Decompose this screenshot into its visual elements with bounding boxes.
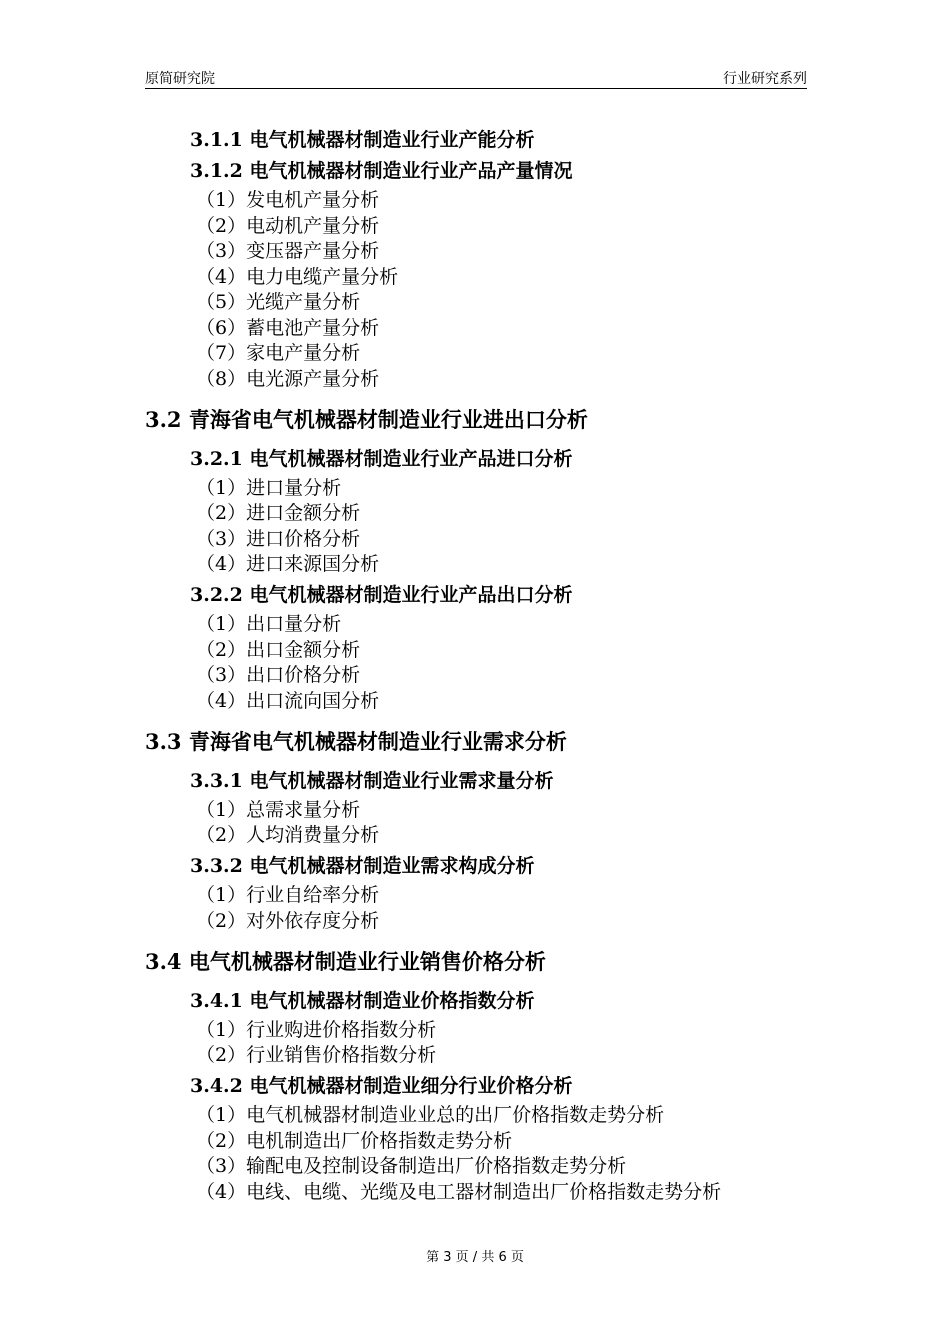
header-series-name: 行业研究系列 bbox=[723, 71, 807, 87]
page-header bbox=[145, 66, 807, 89]
toc-subsection-heading: 3.1.2 电气机械器材制造业行业产品产量情况 bbox=[190, 160, 573, 182]
page-number: 第 3 页 / 共 6 页 bbox=[426, 1250, 524, 1265]
toc-item: （1）行业购进价格指数分析 bbox=[196, 1018, 437, 1041]
toc-item: （4）电力电缆产量分析 bbox=[196, 265, 399, 288]
toc-item: （2）对外依存度分析 bbox=[196, 909, 380, 932]
toc-section-heading: 3.4 电气机械器材制造业行业销售价格分析 bbox=[145, 948, 546, 974]
toc-item: （2）人均消费量分析 bbox=[196, 824, 380, 846]
toc-item: （2）出口金额分析 bbox=[196, 638, 361, 661]
toc-subsection-heading: 3.3.2 电气机械器材制造业需求构成分析 bbox=[190, 855, 535, 877]
toc-item: （1）发电机产量分析 bbox=[196, 189, 380, 211]
toc-section-heading: 3.3 青海省电气机械器材制造业行业需求分析 bbox=[145, 728, 567, 754]
toc-item: （4）出口流向国分析 bbox=[196, 689, 380, 712]
toc-item: （1）进口量分析 bbox=[196, 476, 342, 499]
toc-item: （3）出口价格分析 bbox=[196, 664, 361, 686]
toc-item: （2）电机制造出厂价格指数走势分析 bbox=[196, 1129, 513, 1152]
toc-subsection-heading: 3.2.1 电气机械器材制造业行业产品进口分析 bbox=[190, 447, 573, 470]
toc-item: （1）出口量分析 bbox=[196, 613, 342, 635]
toc-subsection-heading: 3.2.2 电气机械器材制造业行业产品出口分析 bbox=[190, 584, 573, 606]
toc-item: （1）总需求量分析 bbox=[196, 798, 361, 821]
toc-item: （1）电气机械器材制造业业总的出厂价格指数走势分析 bbox=[196, 1104, 665, 1126]
toc-subsection-heading: 3.1.1 电气机械器材制造业行业产能分析 bbox=[190, 129, 535, 151]
toc-item: （3）进口价格分析 bbox=[196, 527, 361, 550]
toc-item: （3）变压器产量分析 bbox=[196, 240, 380, 262]
toc-item: （2）进口金额分析 bbox=[196, 502, 361, 524]
toc-subsection-heading: 3.3.1 电气机械器材制造业行业需求量分析 bbox=[190, 769, 554, 792]
toc-item: （4）电线、电缆、光缆及电工器材制造出厂价格指数走势分析 bbox=[196, 1180, 722, 1203]
toc-item: （2）行业销售价格指数分析 bbox=[196, 1044, 437, 1066]
toc-subsection-heading: 3.4.1 电气机械器材制造业价格指数分析 bbox=[190, 989, 535, 1012]
toc-item: （3）输配电及控制设备制造出厂价格指数走势分析 bbox=[196, 1155, 627, 1177]
toc-subsection-heading: 3.4.2 电气机械器材制造业细分行业价格分析 bbox=[190, 1075, 573, 1097]
toc-section-heading: 3.2 青海省电气机械器材制造业行业进出口分析 bbox=[145, 406, 588, 432]
toc-item: （5）光缆产量分析 bbox=[196, 291, 361, 313]
toc-item: （6）蓄电池产量分析 bbox=[196, 316, 380, 339]
toc-item: （2）电动机产量分析 bbox=[196, 214, 380, 237]
toc-item: （1）行业自给率分析 bbox=[196, 884, 380, 906]
toc-item: （8）电光源产量分析 bbox=[196, 367, 380, 390]
header-org-name: 原简研究院 bbox=[145, 71, 215, 87]
toc-item: （4）进口来源国分析 bbox=[196, 553, 380, 575]
toc-item: （7）家电产量分析 bbox=[196, 342, 361, 364]
